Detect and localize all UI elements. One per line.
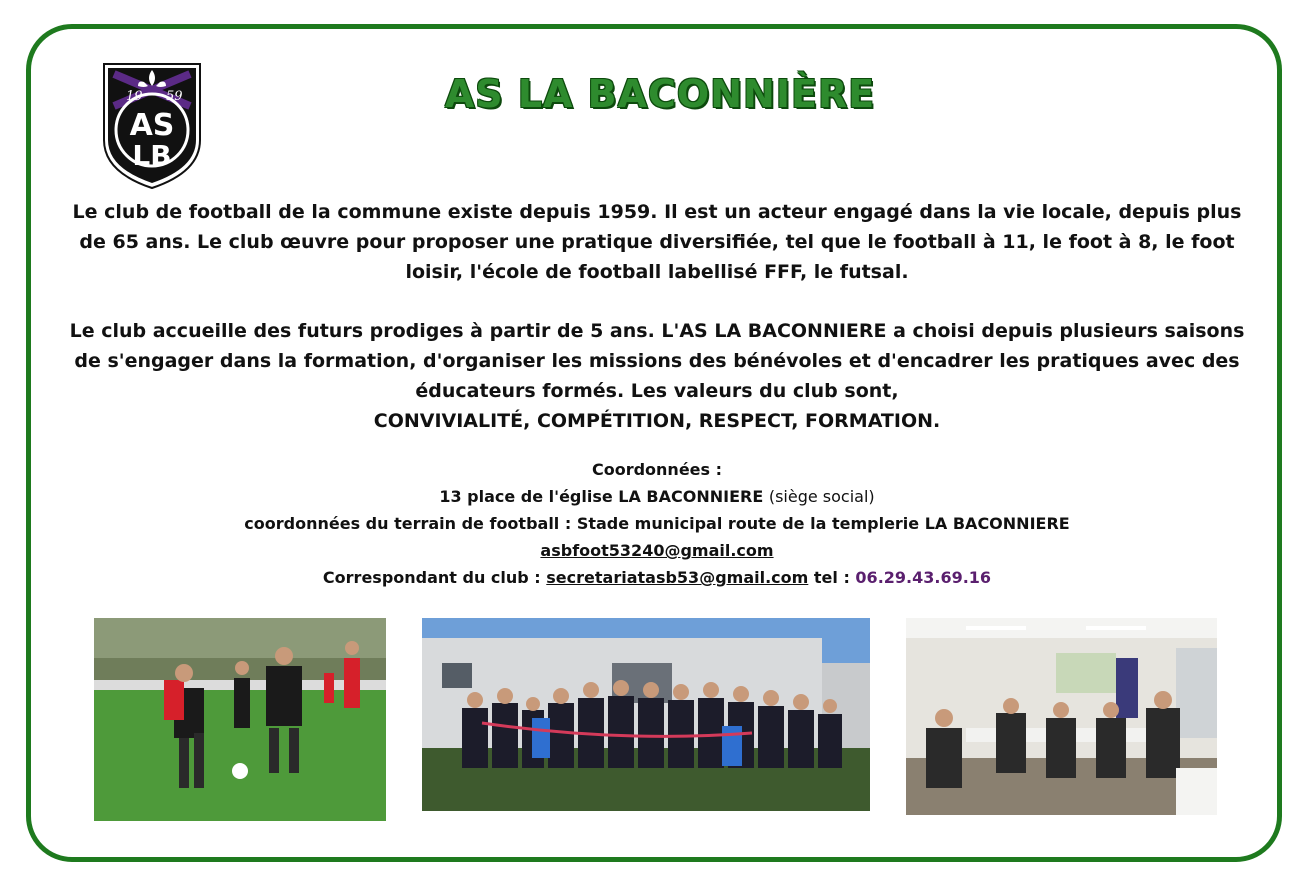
football-match-photo: [94, 618, 386, 821]
club-logo: [100, 60, 204, 192]
contact-block: [60, 456, 1254, 591]
correspondent-line: [60, 564, 1254, 591]
correspondent-label: Correspondant du club :: [322, 568, 541, 587]
address-line: [60, 483, 1254, 510]
svg-text:59: 59: [166, 89, 183, 104]
tel-label: tel :: [813, 568, 850, 587]
address-text: 13 place de l'église LA BACONNIERE: [439, 487, 764, 506]
contact-heading: Coordonnées :: [591, 460, 723, 479]
svg-text:LB: LB: [132, 139, 172, 172]
svg-text:AS: AS: [129, 108, 175, 143]
phone-number[interactable]: 06.29.43.69.16: [855, 568, 992, 587]
meeting-room-photo: [906, 618, 1217, 815]
intro-paragraph: Le club de football de la commune existe depuis 1959. Il est un acteur engagé dans la vie locale, depuis plus de 65 ans. Le club œuvre pour proposer une pratique diversifiée, tel que le football à 11, le foot à 8, le foot loisir, l'école de football labellisé FFF, le futsal.: [72, 201, 1242, 283]
address-note: (siège social): [768, 487, 875, 506]
page-title: AS LA BACONNIÈRE: [444, 72, 876, 116]
field-line: coordonnées du terrain de football : Stade municipal route de la templerie LA BACONNIERE: [244, 514, 1070, 533]
values-list: CONVIVIALITÉ, COMPÉTITION, RESPECT, FORMATION.: [373, 410, 941, 432]
values-paragraph: [60, 316, 1254, 436]
correspondent-email-link[interactable]: secretariatasb53@gmail.com: [546, 568, 809, 587]
club-email-link[interactable]: asbfoot53240@gmail.com: [540, 541, 774, 560]
svg-text:19: 19: [126, 89, 143, 104]
values-paragraph-text: Le club accueille des futurs prodiges à partir de 5 ans. L'AS LA BACONNIERE a choisi depuis plusieurs saisons de s'engager dans la formation, d'organiser les missions des bénévoles et d'encadrer les pratiques avec des éducateurs formés. Les valeurs du club sont,: [69, 320, 1245, 402]
team-group-photo: [422, 618, 870, 811]
